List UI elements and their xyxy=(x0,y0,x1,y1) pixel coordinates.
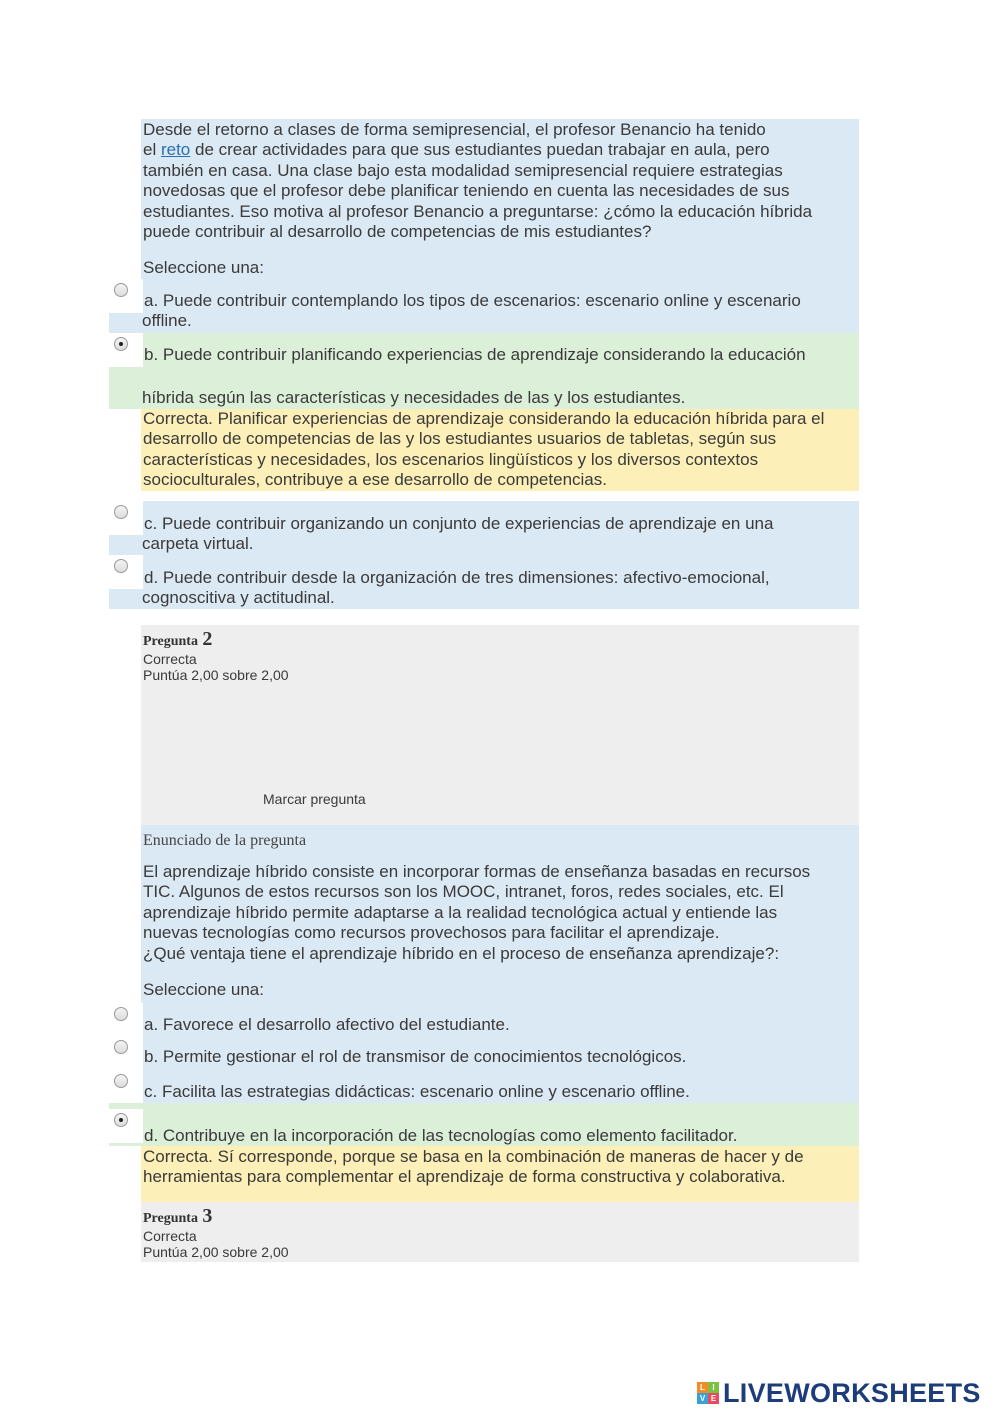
q2-option-c-label: c. Facilita las estrategias didácticas: escenario online y escenario offline. xyxy=(144,1082,690,1101)
radio-unchecked-icon xyxy=(114,1007,128,1021)
q1-feedback-line: características y necesidades, los escenarios lingüísticos y los diversos contextos xyxy=(143,449,759,469)
q1-option-c-label: c. Puede contribuir organizando un conjunto de experiencias de aprendizaje en una xyxy=(144,514,774,533)
q2-feedback xyxy=(141,1146,859,1202)
q2-select-label: Seleccione una: xyxy=(143,980,264,999)
radio-unchecked-icon xyxy=(114,559,128,573)
q1-option-c-radio[interactable] xyxy=(109,501,143,535)
logo-mark-letter: E xyxy=(708,1393,719,1404)
radio-unchecked-icon xyxy=(114,1074,128,1088)
q2-heading: Enunciado de la pregunta xyxy=(143,832,307,849)
liveworksheets-mark-icon xyxy=(697,1382,719,1404)
q1-feedback-line: socioculturales, contribuye a ese desarrollo de competencias. xyxy=(143,470,607,490)
q2-number: 2 xyxy=(202,628,213,650)
flag-question-link[interactable]: Marcar pregunta xyxy=(263,791,366,807)
q3-pregunta-label: Pregunta xyxy=(143,1211,198,1226)
q2-stem-line: TIC. Algunos de estos recursos son los MOOC, intranet, foros, redes sociales, etc. El xyxy=(143,882,784,902)
q1-option-d-label: cognoscitiva y actitudinal. xyxy=(142,588,335,608)
q2-option-c-radio[interactable] xyxy=(109,1070,143,1104)
q2-stem-line: nuevas tecnologías como recursos provechosos para facilitar el aprendizaje. xyxy=(143,923,720,943)
q1-stem-line xyxy=(143,140,857,160)
q1-option-b-radio[interactable] xyxy=(109,333,143,367)
q2-info-block xyxy=(141,625,859,825)
q1-feedback-line: desarrollo de competencias de las y los estudiantes usuarios de tabletas, según sus xyxy=(143,429,777,449)
reto-link[interactable]: reto xyxy=(160,140,191,160)
q2-stem-line: ¿Qué ventaja tiene el aprendizaje híbrido en el proceso de enseñanza aprendizaje?: xyxy=(143,943,780,963)
q1-option-a-radio[interactable] xyxy=(109,279,143,313)
q2-pregunta-label: Pregunta xyxy=(143,634,198,649)
q1-option-b[interactable] xyxy=(109,333,859,409)
q1-stem-line: puede contribuir al desarrollo de competencias de mis estudiantes? xyxy=(143,222,652,242)
q1-option-b-label: b. Puede contribuir planificando experiencias de aprendizaje considerando la educación xyxy=(144,345,806,364)
q1-option-d-radio[interactable] xyxy=(109,555,143,589)
q2-stem-block xyxy=(141,825,859,1003)
q1-stem-line: también en casa. Una clase bajo esta modalidad semipresencial requiere estrategias xyxy=(143,160,783,180)
q2-option-a-radio[interactable] xyxy=(109,1003,143,1037)
liveworksheets-logo xyxy=(697,1378,981,1408)
q2-stem-line: El aprendizaje híbrido consiste en incorporar formas de enseñanza basadas en recursos xyxy=(143,862,811,881)
q1-stem-line: novedosas que el profesor debe planificar teniendo en cuenta las necesidades de sus xyxy=(143,181,790,201)
q2-stem-line: aprendizaje híbrido permite adaptarse a la realidad tecnológica actual y entiende las xyxy=(143,902,778,922)
logo-mark-letter: V xyxy=(697,1393,708,1404)
q1-option-a-label: a. Puede contribuir contemplando los tipos de escenarios: escenario online y escenario xyxy=(144,291,801,310)
q1-stem-rest: de crear actividades para que sus estudiantes puedan trabajar en aula, pero xyxy=(190,140,770,160)
q2-score: Puntúa 2,00 sobre 2,00 xyxy=(143,667,289,683)
radio-unchecked-icon xyxy=(114,283,128,297)
q3-score: Puntúa 2,00 sobre 2,00 xyxy=(143,1244,289,1260)
q1-select-label: Seleccione una: xyxy=(143,258,264,277)
q3-status: Correcta xyxy=(143,1228,197,1244)
q1-stem-el: el xyxy=(143,140,161,160)
q1-stem-line: Desde el retorno a clases de forma semipresencial, el profesor Benancio ha tenido xyxy=(143,120,766,139)
q1-feedback-line: Correcta. Planificar experiencias de aprendizaje considerando la educación híbrida para el xyxy=(143,409,825,428)
q2-option-b-label: b. Permite gestionar el rol de transmisor de conocimientos tecnológicos. xyxy=(144,1047,687,1066)
q2-option-b-radio[interactable] xyxy=(109,1036,143,1070)
q2-status: Correcta xyxy=(143,651,197,667)
q1-option-a-label: offline. xyxy=(142,311,192,331)
radio-unchecked-icon xyxy=(114,1040,128,1054)
q2-option-a-label: a. Favorece el desarrollo afectivo del estudiante. xyxy=(144,1015,510,1034)
q1-option-c-label: carpeta virtual. xyxy=(142,534,254,554)
q3-title xyxy=(143,1205,212,1228)
q2-title xyxy=(143,628,212,651)
q2-feedback-line: Correcta. Sí corresponde, porque se basa en la combinación de maneras de hacer y de xyxy=(143,1147,804,1166)
q3-info-block xyxy=(141,1202,859,1262)
q1-feedback xyxy=(141,409,859,491)
q1-stem-line: estudiantes. Eso motiva al profesor Benancio a preguntarse: ¿cómo la educación híbrida xyxy=(143,201,813,221)
q1-option-d[interactable] xyxy=(109,555,859,609)
q3-number: 3 xyxy=(202,1205,213,1227)
q1-stem-block xyxy=(141,119,859,279)
logo-mark-letter: L xyxy=(697,1382,708,1393)
q2-option-c[interactable] xyxy=(109,1070,859,1103)
radio-checked-icon xyxy=(114,337,128,351)
radio-checked-icon xyxy=(114,1113,128,1127)
q2-option-d-radio[interactable] xyxy=(109,1109,143,1143)
q2-option-d[interactable] xyxy=(109,1103,859,1146)
logo-mark-letter: I xyxy=(708,1382,719,1393)
q1-option-d-label: d. Puede contribuir desde la organización de tres dimensiones: afectivo-emocional, xyxy=(144,568,770,587)
q2-option-a[interactable] xyxy=(109,1003,859,1036)
q1-option-b-label: híbrida según las características y necesidades de las y los estudiantes. xyxy=(142,388,686,407)
q1-option-a[interactable] xyxy=(109,279,859,333)
q2-feedback-line: herramientas para complementar el aprendizaje de forma constructiva y colaborativa. xyxy=(143,1167,786,1187)
q2-option-d-label: d. Contribuye en la incorporación de las tecnologías como elemento facilitador. xyxy=(144,1126,738,1145)
liveworksheets-wordmark: LIVEWORKSHEETS xyxy=(723,1377,981,1408)
q2-option-b[interactable] xyxy=(109,1036,859,1070)
radio-unchecked-icon xyxy=(114,505,128,519)
q1-option-c[interactable] xyxy=(109,501,859,555)
